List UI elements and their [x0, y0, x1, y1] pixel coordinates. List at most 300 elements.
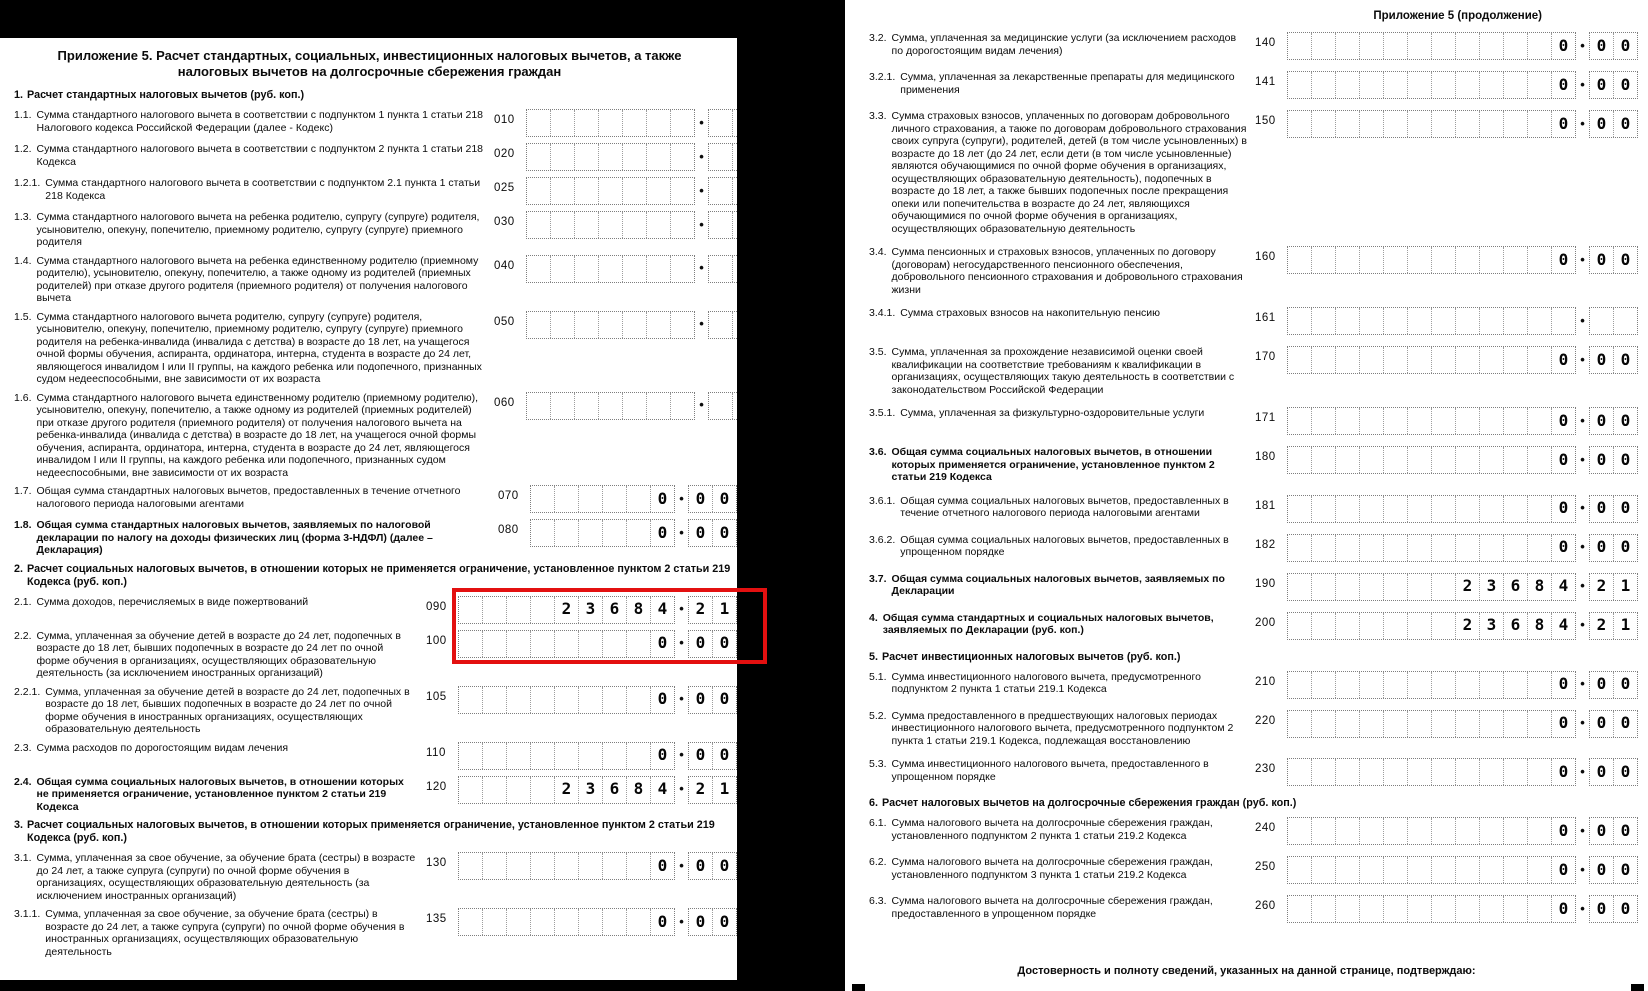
form-item-200	[869, 612, 1638, 640]
form-item-230	[869, 758, 1638, 786]
form-item-161	[869, 307, 1638, 335]
rubles-box	[1287, 612, 1576, 640]
field-code: 171	[1255, 412, 1276, 424]
digit-cell: 0	[1596, 859, 1607, 879]
form-item-010	[14, 109, 737, 137]
digit-cell: 4	[1551, 613, 1575, 639]
digit-cell	[1359, 535, 1383, 561]
digit-cell	[1479, 72, 1503, 98]
digit-cell: 0	[650, 520, 674, 546]
digit-cell	[1527, 33, 1551, 59]
digit-cell	[1311, 896, 1335, 922]
decimal-dot: •	[1580, 617, 1585, 633]
digit-cell	[1455, 308, 1479, 334]
kopecks-box	[688, 519, 737, 547]
kopecks-box	[1589, 407, 1638, 435]
digit-cell	[1359, 711, 1383, 737]
digit-cell	[1527, 896, 1551, 922]
digit-cell: 0	[712, 486, 736, 512]
digit-cell: 0	[1551, 818, 1575, 844]
digit-cell	[554, 743, 578, 769]
digit-cell	[1455, 759, 1479, 785]
digit-cell	[1503, 535, 1527, 561]
item-label: Сумма, уплаченная за обучение детей в возрасте до 24 лет, подопечных в возрасте до 18 лет, бывших подопечных в возрасте до 24 лет по очной форме обучения в организациях, осуществляющих образовательную деятельность (за исключением иностранных организаций)	[36, 629, 401, 679]
item-label: Общая сумма социальных налоговых вычетов, в отношении которых не применяется ограничение, установленное пунктом 2 статьи 219 Кодекса	[36, 775, 404, 813]
digit-cell	[1311, 759, 1335, 785]
digit-cell	[578, 687, 602, 713]
digit-cell	[732, 144, 737, 170]
digit-cell	[598, 393, 622, 419]
digit-cell: 4	[1551, 574, 1575, 600]
digit-cell	[1407, 818, 1431, 844]
field-code: 070	[498, 490, 519, 502]
digit-cell	[1503, 496, 1527, 522]
section-number: 1.	[14, 89, 24, 101]
kopecks-box	[1589, 612, 1638, 640]
item-label: Сумма расходов по дорогостоящим видам лечения	[36, 741, 289, 754]
item-label: Сумма страховых взносов, уплаченных по договорам добровольного личного страхования, а также по договорам добровольного страхования своих супруга (супруги), родителей, детей (в том числе усыновленных) в возрасте до 18 лет (до 24 лет, если дети (в том числе усыновленные) являются обучающимися по очной форме обучения в организациях, осуществляющих образовательную деятельность), подопечных в возрасте до 18 лет, а также бывших подопечных после прекращения опеки или попечительства в возрасте до 24 лет, являющихся обучающимися по очной форме обучения в организациях, осуществляющих образовательную деятельность	[891, 110, 1247, 235]
digit-cell	[1431, 408, 1455, 434]
digit-cell	[709, 256, 732, 282]
digit-cell	[1431, 247, 1455, 273]
digit-cell	[1407, 535, 1431, 561]
decimal-dot: •	[1580, 578, 1585, 594]
digit-cell	[1431, 759, 1455, 785]
rubles-box	[1287, 246, 1576, 274]
decimal-dot: •	[699, 397, 704, 413]
digit-cell	[1527, 447, 1551, 473]
rubles-box	[526, 211, 695, 239]
digit-cell	[554, 687, 578, 713]
item-label: Сумма стандартного налогового вычета на ребенка единственному родителю (приемному родителю), усыновителю, опекуну, попечителю, а также одному из родителей (приемных родителей) при отказе другого родителя (приемного родителя) от получения налогового вычета	[36, 254, 479, 304]
digit-cell	[1335, 33, 1359, 59]
digit-cell: 3	[1479, 574, 1503, 600]
digit-cell	[670, 256, 694, 282]
digit-cell	[602, 520, 626, 546]
digit-cell	[506, 853, 530, 879]
digit-cell	[1311, 111, 1335, 137]
item-label: Общая сумма социальных налоговых вычетов, предоставленных в течение отчетного налогового периода налоговыми агентами	[900, 494, 1229, 519]
digit-cell	[1590, 308, 1613, 334]
digit-cell	[626, 743, 650, 769]
field-code: 090	[426, 600, 447, 613]
digit-cell: 0	[1613, 759, 1637, 785]
digit-cell: 0	[1551, 111, 1575, 137]
digit-cell	[622, 144, 646, 170]
digit-cell	[622, 110, 646, 136]
item-number: 5.3.	[869, 758, 887, 770]
digit-cell	[1431, 896, 1455, 922]
decimal-dot: •	[1580, 900, 1585, 916]
field-code: 170	[1255, 351, 1276, 363]
digit-cell: 0	[650, 631, 674, 657]
rubles-box	[1287, 32, 1576, 60]
digit-cell: 6	[602, 777, 626, 803]
digit-cell	[1527, 535, 1551, 561]
form-item-160	[869, 246, 1638, 296]
decimal-dot: •	[1580, 37, 1585, 53]
digit-cell: 0	[1551, 347, 1575, 373]
field-box-135	[458, 908, 737, 936]
digit-cell	[1503, 33, 1527, 59]
form-item-260	[869, 895, 1638, 923]
digit-cell: 2	[554, 777, 578, 803]
digit-cell	[1527, 72, 1551, 98]
digit-cell	[530, 743, 554, 769]
field-box-025	[526, 177, 737, 205]
digit-cell: 0	[1596, 713, 1607, 733]
rubles-box	[1287, 307, 1576, 335]
digit-cell	[550, 393, 574, 419]
digit-cell	[1335, 896, 1359, 922]
digit-cell	[1288, 759, 1311, 785]
digit-cell	[1527, 818, 1551, 844]
digit-cell	[1407, 247, 1431, 273]
digit-cell	[1407, 111, 1431, 137]
digit-cell	[1431, 672, 1455, 698]
digit-cell: 0	[1551, 447, 1575, 473]
item-label: Сумма стандартного налогового вычета на ребенка родителю, супругу (супруге) родителя, усыновителю, опекуну, попечителю, приемному родителю, супругу (супруге) приемного родителя	[36, 211, 480, 248]
item-number: 3.1.1.	[14, 908, 41, 920]
digit-cell: 0	[712, 631, 736, 657]
digit-cell	[1383, 408, 1407, 434]
digit-cell	[1527, 759, 1551, 785]
field-code: 190	[1255, 577, 1276, 590]
digit-cell	[1431, 574, 1455, 600]
digit-cell	[1288, 613, 1311, 639]
digit-cell	[670, 110, 694, 136]
kopecks-box	[688, 686, 737, 714]
digit-cell	[1288, 535, 1311, 561]
kopecks-box	[1589, 246, 1638, 274]
kopecks-box	[1589, 346, 1638, 374]
digit-cell	[1503, 857, 1527, 883]
digit-cell	[1359, 672, 1383, 698]
digit-cell	[574, 178, 598, 204]
digit-cell: 0	[1596, 898, 1607, 918]
digit-cell	[626, 853, 650, 879]
confirmation-text: Достоверность и полноту сведений, указанных на данной странице, подтверждаю:	[1017, 965, 1476, 977]
decimal-dot: •	[679, 857, 684, 873]
form-item-140	[869, 32, 1638, 60]
form-item-180	[869, 446, 1638, 484]
digit-cell	[646, 212, 670, 238]
digit-cell: 6	[602, 597, 626, 623]
field-code: 220	[1255, 714, 1276, 727]
digit-cell	[1455, 496, 1479, 522]
digit-cell	[1407, 408, 1431, 434]
field-box-220	[1287, 710, 1638, 738]
field-code: 025	[494, 182, 515, 194]
field-code: 060	[494, 396, 515, 409]
digit-cell	[1359, 408, 1383, 434]
item-label: Сумма стандартного налогового вычета родителю, супругу (супруге) родителя, усыновителю, опекуну, попечителю, приемному родителю, супругу (супруге) приемного родителя на ребенка-инвалида (инвалида с детства) в возрасте до 18 лет, на учащегося очной формы обучения, аспиранта, ординатора, интерна, студента в возрасте до 24 лет, являющегося инвалидом I или II группы, на каждого ребенка или подопечного, признанных судом недееспособными, вне зависимости от их возраста	[36, 310, 482, 385]
digit-cell: 6	[1503, 574, 1527, 600]
kopecks-box	[1589, 71, 1638, 99]
field-code: 181	[1255, 499, 1276, 512]
decimal-dot: •	[1580, 412, 1585, 428]
digit-cell	[574, 256, 598, 282]
digit-cell: 0	[1613, 857, 1637, 883]
digit-cell	[1407, 347, 1431, 373]
decimal-dot: •	[1580, 451, 1585, 467]
form-item-250	[869, 856, 1638, 884]
item-number: 3.5.1.	[869, 407, 896, 419]
digit-cell	[1455, 111, 1479, 137]
digit-cell	[1288, 857, 1311, 883]
digit-cell	[1455, 711, 1479, 737]
item-label: Сумма, уплаченная за физкультурно-оздоровительные услуги	[900, 407, 1205, 419]
digit-cell	[1431, 72, 1455, 98]
item-number: 5.2.	[869, 709, 887, 722]
digit-cell: 0	[650, 909, 674, 935]
digit-cell: 0	[1613, 672, 1637, 698]
digit-cell	[1479, 111, 1503, 137]
digit-cell	[574, 110, 598, 136]
form-item-020	[14, 143, 737, 171]
section-number: 2.	[14, 562, 24, 575]
digit-cell	[574, 144, 598, 170]
form-item-182	[869, 534, 1638, 562]
digit-cell	[482, 909, 506, 935]
digit-cell	[1288, 574, 1311, 600]
digit-cell: 0	[1613, 447, 1637, 473]
digit-cell	[527, 144, 550, 170]
field-box-030	[526, 211, 737, 239]
field-box-105	[458, 686, 737, 714]
digit-cell	[1503, 247, 1527, 273]
digit-cell: 0	[650, 687, 674, 713]
digit-cell	[574, 393, 598, 419]
item-label: Общая сумма социальных налоговых вычетов, заявляемых по Декларации	[891, 572, 1225, 597]
rubles-box	[530, 485, 675, 513]
page2-rows	[869, 32, 1638, 923]
item-number: 3.7.	[869, 572, 887, 585]
item-number: 3.6.	[869, 446, 887, 458]
kopecks-box	[1589, 671, 1638, 699]
digit-cell	[709, 312, 732, 338]
digit-cell: 8	[1527, 613, 1551, 639]
section-text: Расчет социальных налоговых вычетов, в отношении которых применяется ограничение, установленное пунктом 2 статьи 219 Кодекса (руб. коп.)	[27, 819, 715, 844]
rubles-box	[458, 686, 675, 714]
item-number: 2.1.	[14, 595, 32, 608]
digit-cell: 6	[1503, 613, 1527, 639]
section-text: Расчет стандартных налоговых вычетов (руб. коп.)	[27, 89, 305, 101]
digit-cell	[1335, 347, 1359, 373]
decimal-dot: •	[1580, 676, 1585, 692]
field-code: 040	[494, 259, 515, 272]
rubles-box	[1287, 856, 1576, 884]
digit-cell	[598, 256, 622, 282]
field-box-181	[1287, 495, 1638, 523]
rubles-box	[1287, 758, 1576, 786]
digit-cell	[1383, 247, 1407, 273]
kopecks-box	[688, 742, 737, 770]
digit-cell: 0	[1596, 74, 1607, 94]
digit-cell	[1311, 72, 1335, 98]
digit-cell	[1311, 247, 1335, 273]
digit-cell	[602, 687, 626, 713]
item-number: 3.4.	[869, 246, 887, 258]
digit-cell	[1311, 613, 1335, 639]
digit-cell	[1335, 672, 1359, 698]
digit-cell	[459, 777, 482, 803]
digit-cell	[598, 312, 622, 338]
digit-cell	[459, 743, 482, 769]
field-box-160	[1287, 246, 1638, 274]
digit-cell	[1479, 33, 1503, 59]
decimal-dot: •	[1580, 312, 1585, 328]
item-number: 1.2.1.	[14, 177, 41, 189]
digit-cell: 4	[650, 597, 674, 623]
digit-cell: 1	[712, 777, 736, 803]
digit-cell	[1383, 111, 1407, 137]
digit-cell	[1503, 896, 1527, 922]
decimal-dot: •	[1580, 115, 1585, 131]
digit-cell	[1479, 408, 1503, 434]
digit-cell	[1383, 72, 1407, 98]
digit-cell	[1383, 711, 1407, 737]
digit-cell: 8	[626, 597, 650, 623]
digit-cell	[1431, 447, 1455, 473]
section-heading	[14, 819, 737, 845]
item-number: 1.2.	[14, 143, 32, 155]
item-label: Сумма стандартного налогового вычета в соответствии с подпунктом 2 пункта 1 статьи 218 Кодекса	[36, 143, 484, 168]
decimal-dot: •	[1580, 251, 1585, 267]
digit-cell	[1503, 308, 1527, 334]
item-label: Общая сумма стандартных налоговых вычетов, предоставленных в течение отчетного налогового периода налоговыми агентами	[36, 485, 461, 510]
digit-cell	[1527, 247, 1551, 273]
digit-cell	[1311, 408, 1335, 434]
decimal-dot: •	[1580, 539, 1585, 555]
digit-cell	[1527, 672, 1551, 698]
digit-cell	[1311, 535, 1335, 561]
digit-cell: 0	[1613, 33, 1637, 59]
digit-cell: 0	[1551, 408, 1575, 434]
item-label: Общая сумма стандартных налоговых вычетов, заявляемых по налоговой декларации по налогу на доходы физических лиц (форма 3-НДФЛ) (далее – Декларация)	[36, 519, 433, 556]
digit-cell	[709, 212, 732, 238]
digit-cell: 0	[695, 855, 706, 875]
digit-cell	[1359, 759, 1383, 785]
digit-cell	[598, 110, 622, 136]
kopecks-box	[708, 255, 737, 283]
field-code: 030	[494, 216, 515, 228]
rubles-box	[530, 519, 675, 547]
digit-cell	[732, 393, 737, 419]
digit-cell	[602, 853, 626, 879]
digit-cell	[602, 909, 626, 935]
digit-cell	[1311, 672, 1335, 698]
item-label: Сумма, уплаченная за лекарственные препараты для медицинского применения	[900, 71, 1235, 96]
form-item-025	[14, 177, 737, 205]
digit-cell: 2	[1596, 576, 1607, 596]
digit-cell: 0	[1596, 113, 1607, 133]
digit-cell	[1383, 896, 1407, 922]
digit-cell	[1335, 759, 1359, 785]
digit-cell: 0	[650, 743, 674, 769]
digit-cell	[1431, 857, 1455, 883]
digit-cell	[1359, 111, 1383, 137]
digit-cell	[1407, 857, 1431, 883]
digit-cell: 0	[1551, 857, 1575, 883]
field-code: 020	[494, 148, 515, 160]
field-box-130	[458, 852, 737, 880]
digit-cell	[554, 486, 578, 512]
digit-cell	[1503, 447, 1527, 473]
section-text: Расчет инвестиционных налоговых вычетов (руб. коп.)	[882, 650, 1181, 663]
digit-cell	[1479, 818, 1503, 844]
digit-cell: 0	[1596, 410, 1607, 430]
digit-cell	[527, 178, 550, 204]
field-code: 130	[426, 857, 447, 869]
field-code: 260	[1255, 900, 1276, 912]
digit-cell	[1383, 613, 1407, 639]
kopecks-box	[1589, 495, 1638, 523]
field-box-200	[1287, 612, 1638, 640]
rubles-box	[1287, 110, 1576, 138]
digit-cell	[506, 909, 530, 935]
kopecks-box	[1589, 110, 1638, 138]
digit-cell	[709, 178, 732, 204]
digit-cell	[482, 631, 506, 657]
kopecks-box	[1589, 446, 1638, 474]
digit-cell	[709, 393, 732, 419]
digit-cell	[1503, 347, 1527, 373]
digit-cell: 0	[1551, 672, 1575, 698]
digit-cell	[550, 110, 574, 136]
digit-cell	[1527, 857, 1551, 883]
digit-cell: 0	[695, 488, 706, 508]
rubles-box	[526, 311, 695, 339]
decimal-dot: •	[699, 216, 704, 232]
field-box-010	[526, 109, 737, 137]
corner-mark	[852, 984, 865, 991]
digit-cell	[1527, 111, 1551, 137]
item-label: Сумма, уплаченная за прохождение независимой оценки своей квалификации на соответствие требованиям к квалификации в организациях, осуществляющих такую деятельность в соответствии с законодательством Российской Федерации	[891, 346, 1235, 396]
digit-cell	[1383, 535, 1407, 561]
digit-cell	[1311, 711, 1335, 737]
digit-cell	[1335, 111, 1359, 137]
digit-cell	[1359, 896, 1383, 922]
digit-cell	[1359, 72, 1383, 98]
decimal-dot: •	[1580, 763, 1585, 779]
kopecks-box	[1589, 534, 1638, 562]
digit-cell	[578, 520, 602, 546]
digit-cell: 0	[695, 911, 706, 931]
digit-cell	[1455, 535, 1479, 561]
rubles-box	[458, 630, 675, 658]
digit-cell	[1383, 496, 1407, 522]
item-label: Сумма, уплаченная за свое обучение, за обучение брата (сестры) в возрасте до 24 лет, а также супруга (супруги) по очной форме обучения в организациях, осуществляющих образовательную деятельность (за исключением иностранных организаций)	[36, 852, 416, 902]
digit-cell: 0	[1551, 72, 1575, 98]
digit-cell	[1288, 711, 1311, 737]
digit-cell: 0	[712, 520, 736, 546]
digit-cell	[1407, 447, 1431, 473]
digit-cell: 0	[695, 633, 706, 653]
item-number: 3.5.	[869, 346, 887, 358]
digit-cell	[459, 597, 482, 623]
item-number: 3.4.1.	[869, 307, 896, 319]
digit-cell	[550, 312, 574, 338]
form-item-050	[14, 311, 737, 386]
digit-cell	[1383, 672, 1407, 698]
digit-cell	[1288, 496, 1311, 522]
digit-cell	[1455, 896, 1479, 922]
digit-cell	[732, 212, 737, 238]
digit-cell: 2	[554, 597, 578, 623]
field-box-040	[526, 255, 737, 283]
form-item-090	[14, 596, 737, 624]
